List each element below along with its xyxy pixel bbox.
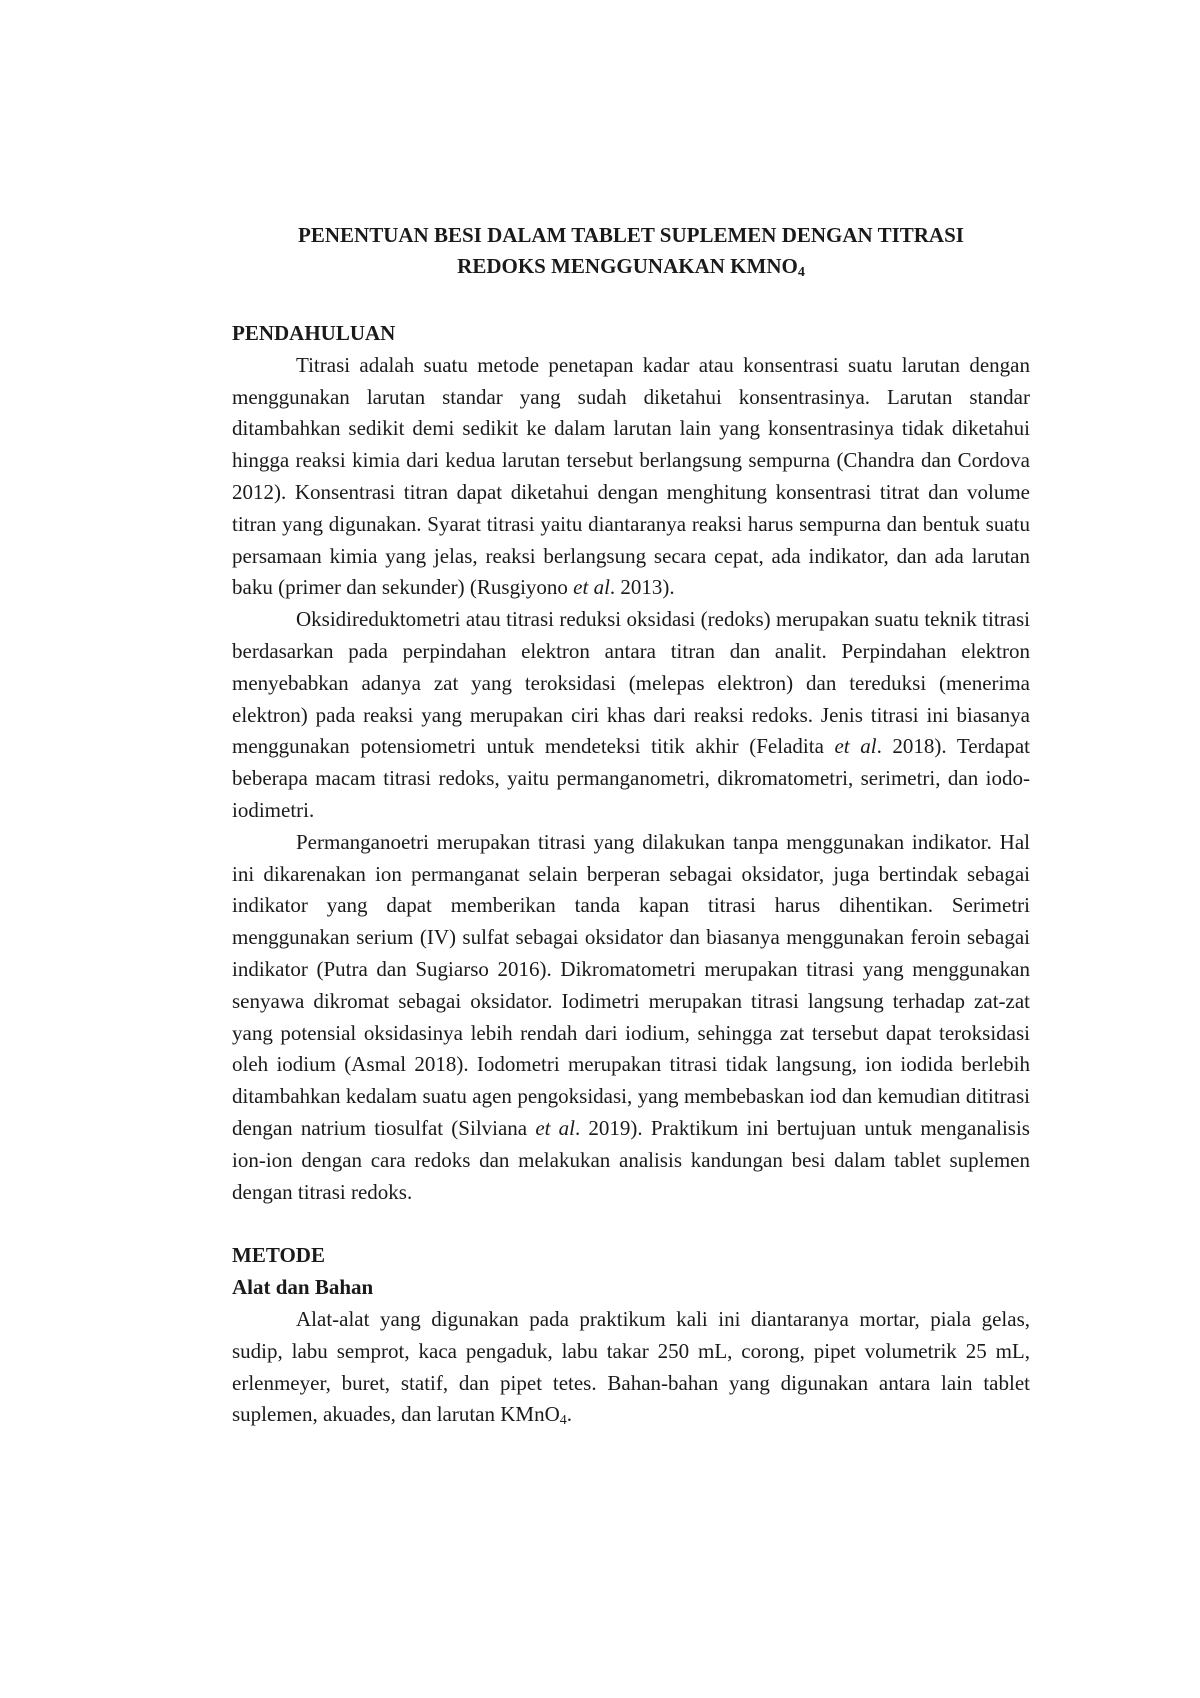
subheading-alat-bahan: Alat dan Bahan bbox=[232, 1275, 374, 1300]
document-title bbox=[232, 220, 1030, 282]
title-subscript: 4 bbox=[797, 265, 805, 280]
formula-subscript: 4 bbox=[559, 1413, 567, 1429]
paragraph-text: . 2018). Terdapat beberapa macam titrasi redoks, yaitu permanganometri, dikromatometri, serimetri, dan iodo-iodimetri. bbox=[232, 734, 1030, 822]
paragraph-text: Oksidireduktometri atau titrasi reduksi oksidasi (redoks) merupakan suatu teknik titrasi berdasarkan pada perpindahan elektron antara titran dan analit. Perpindahan elektron menyebabkan adanya zat yang teroksidasi (melepas elektron) dan tereduksi (menerima elektron) pada reaksi yang merupakan ciri khas dari reaksi redoks. Jenis titrasi ini biasanya menggunakan potensiometri untuk mendeteksi titik akhir (Feladita bbox=[232, 607, 1030, 759]
section-heading-pendahuluan: PENDAHULUAN bbox=[232, 321, 396, 345]
paragraph-text: . 2013). bbox=[609, 575, 675, 600]
paragraph-permanganometri bbox=[232, 827, 1030, 1209]
paragraph-text: Titrasi adalah suatu metode penetapan kadar atau konsentrasi suatu larutan dengan menggunakan larutan standar yang sudah diketahui konsentrasinya. Larutan standar ditambahkan sedikit demi sedikit ke dalam larutan lain yang konsentrasinya tidak diketahui hingga reaksi kimia dari kedua larutan tersebut berlangsung sempurna (Chandra dan Cordova 2012). Konsentrasi titran dapat diketahui dengan menghitung konsentrasi titrat dan volume titran yang digunakan. Syarat titrasi yaitu diantaranya reaksi harus sempurna dan bentuk suatu persamaan kimia yang jelas, reaksi berlangsung secara cepat, ada indikator, dan ada larutan baku (primer dan sekunder) (Rusgiyono bbox=[232, 352, 1030, 600]
paragraph-text: . bbox=[566, 1402, 572, 1427]
spacer bbox=[232, 1208, 1030, 1240]
document-body bbox=[232, 220, 1030, 1431]
citation-italic: et al bbox=[834, 734, 877, 759]
paragraph-alat-bahan bbox=[232, 1304, 1030, 1431]
paragraph-redoks bbox=[232, 604, 1030, 827]
paragraph-titrasi bbox=[232, 350, 1030, 604]
title-line-1: PENENTUAN BESI DALAM TABLET SUPLEMEN DENGAN TITRASI bbox=[298, 223, 964, 247]
paragraph-text: Permanganoetri merupakan titrasi yang dilakukan tanpa menggunakan indikator. Hal ini dikarenakan ion permanganat selain berperan sebagai oksidator, juga bertindak sebagai indikator yang dapat memberikan tanda kapan titrasi harus dihentikan. Serimetri menggunakan serium (IV) sulfat sebagai oksidator dan biasanya menggunakan feroin sebagai indikator (Putra dan Sugiarso 2016). Dikromatometri merupakan titrasi yang menggunakan senyawa dikromat sebagai oksidator. Iodimetri merupakan titrasi langsung terhadap zat-zat yang potensial oksidasinya lebih rendah dari iodium, sehingga zat tersebut dapat teroksidasi oleh iodium (Asmal 2018). Iodometri merupakan titrasi tidak langsung, ion iodida berlebih ditambahkan kedalam suatu agen pengoksidasi, yang membebaskan iod dan kemudian dititrasi dengan natrium tiosulfat (Silviana bbox=[232, 829, 1030, 1140]
paragraph-text: . 2019). Praktikum ini bertujuan untuk menganalisis ion-ion dengan cara redoks dan melakukan analisis kandungan besi dalam tablet suplemen dengan titrasi redoks. bbox=[232, 1115, 1030, 1204]
citation-italic: et al bbox=[535, 1115, 575, 1140]
spacer bbox=[232, 282, 1030, 318]
title-line-2: REDOKS MENGGUNAKAN KMNO bbox=[457, 254, 798, 278]
section-heading-metode: METODE bbox=[232, 1243, 325, 1268]
paragraph-text: Alat-alat yang digunakan pada praktikum kali ini diantaranya mortar, piala gelas, sudip, labu semprot, kaca pengaduk, labu takar 250 mL, corong, pipet volumetrik 25 mL, erlenmeyer, buret, statif, dan pipet tetes. Bahan-bahan yang digunakan antara lain tablet suplemen, akuades, dan larutan KMnO bbox=[232, 1306, 1030, 1427]
citation-italic: et al bbox=[573, 575, 610, 600]
